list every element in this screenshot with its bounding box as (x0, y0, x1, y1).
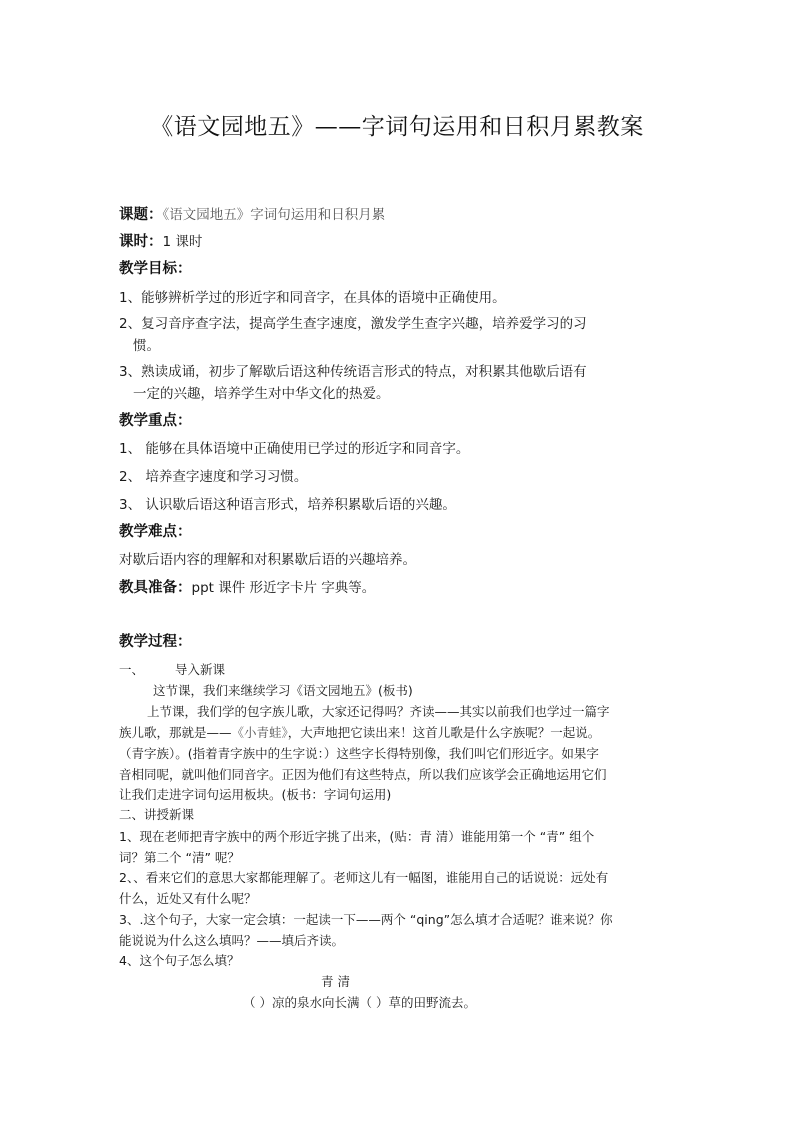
key-point-item-1: 1、 能够在具体语境中正确使用已学过的形近字和同音字。 (119, 441, 470, 457)
key-point-item-2: 2、 培养查字速度和学习习惯。 (119, 469, 308, 485)
question-3-line-2: 能说说为什么这么填吗？——填后齐读。 (119, 933, 345, 948)
objective-item-1: 1、能够辨析学过的形近字和同音字，在具体的语境中正确使用。 (119, 290, 506, 306)
section-1-paragraph-2-line-4: 音相同呢，就叫他们同音字。正因为他们有这些特点，所以我们应该学会正确地运用它们 (119, 767, 607, 782)
question-2-line-2: 什么，近处又有什么呢？ (119, 891, 257, 906)
difficulties-heading: 教学难点： (119, 524, 192, 540)
section-1-paragraph-1: 这节课，我们来继续学习《语文园地五》(板书) (153, 683, 413, 698)
question-1-line-2: 词？第二个 “清” 呢？ (119, 850, 240, 865)
question-1-line-1: 1、现在老师把青字族中的两个形近字挑了出来，(贴：青 清）谁能用第一个 “青” 组个 (119, 829, 595, 844)
section-1-title: 导入新课 (175, 662, 226, 677)
objective-item-2-line-1: 2、复习音序查字法，提高学生查字速度，激发学生查字兴趣，培养爱学习的习 (119, 316, 587, 332)
objective-item-2-line-2: 惯。 (133, 338, 160, 354)
document-title: 《语文园地五》——字词句运用和日积月累教案 (150, 114, 644, 140)
process-heading: 教学过程： (119, 634, 192, 650)
lesson-hours-label: 课时： (119, 234, 163, 250)
objectives-heading: 教学目标： (119, 261, 192, 277)
key-points-heading: 教学重点： (119, 413, 192, 429)
section-1-paragraph-2-line-5: 让我们走进字词句运用板块。(板书：字词句运用) (119, 787, 392, 802)
materials-label: 教具准备： (119, 580, 192, 596)
section-1-number: 一、 (119, 662, 145, 677)
section-2-title: 二、讲授新课 (119, 807, 195, 822)
lesson-topic-value: 《语文园地五》字词句运用和日积月累 (162, 207, 386, 223)
lesson-hours-line (119, 230, 202, 251)
paragraph-text-pre: 族儿歌，那就是—— (119, 725, 232, 740)
question-3-line-1: 3、.这个句子，大家一定会填：一起读一下——两个 “qing”怎么填才合适呢？谁来说？你 (119, 912, 613, 927)
question-2-line-1: 2、、看来它们的意思大家都能理解了。老师这儿有一幅图，谁能用自己的话说说：远处有 (119, 870, 609, 885)
section-1-paragraph-2-line-2 (119, 723, 600, 741)
section-1-paragraph-2-line-1: 上节课，我们学的包字族儿歌，大家还记得吗？齐读——其实以前我们也学过一篇字 (147, 704, 610, 719)
objective-item-3-line-2: 一定的兴趣，培养学生对中华文化的热爱。 (133, 386, 390, 402)
word-choices: 青 清 (321, 974, 350, 989)
fill-in-sentence: （ ）凉的泉水向长满（ ）草的田野流去。 (243, 995, 476, 1010)
difficulties-text: 对歇后语内容的理解和对积累歇后语的兴趣培养。 (119, 552, 416, 568)
poem-title: 《小青蛙》 (231, 725, 288, 740)
materials-line (119, 576, 375, 597)
lesson-hours-value: 1 课时 (162, 234, 203, 250)
objective-item-3-line-1: 3、熟读成诵，初步了解歇后语这种传统语言形式的特点，对积累其他歇后语有 (119, 364, 587, 380)
question-4: 4、这个句子怎么填？ (119, 953, 240, 968)
materials-value: ppt 课件 形近字卡片 字典等。 (191, 580, 376, 596)
section-1-paragraph-2-line-3: （青字族）。(指着青字族中的生字说：）这些字长得特别像，我们叫它们形近字。如果字 (119, 746, 599, 761)
lesson-topic-line (119, 203, 385, 224)
paragraph-text-post: ，大声地把它读出来！这首儿歌是什么字族呢？一起说。 (287, 725, 601, 740)
key-point-item-3: 3、 认识歇后语这种语言形式，培养积累歇后语的兴趣。 (119, 497, 456, 513)
lesson-topic-label: 课题： (119, 207, 163, 223)
